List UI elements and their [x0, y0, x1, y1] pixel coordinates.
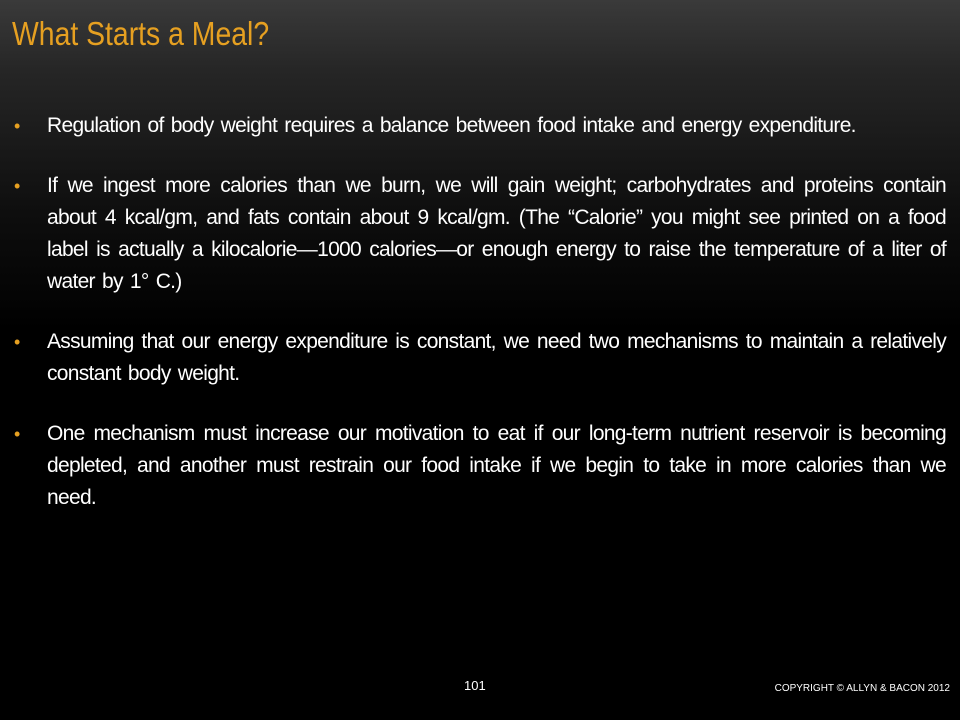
bullet-item	[14, 170, 946, 298]
slide-title: What Starts a Meal?	[12, 15, 270, 52]
bullet-text: If we ingest more calories than we burn, we will gain weight; carbohydrates and proteins contain about 4 kcal/gm, and fats contain about 9 kcal/gm. (The “Calorie” you might see printed on a food label is actually a kilocalorie—1000 calories—or enough energy to raise the temperature of a liter of water by 1° C.)	[47, 174, 946, 293]
bullet-text: Regulation of body weight requires a balance between food intake and energy expenditure.	[47, 114, 856, 137]
bullet-marker: •	[14, 176, 21, 196]
bullet-text: Assuming that our energy expenditure is constant, we need two mechanisms to maintain a relatively constant body weight.	[47, 330, 946, 385]
bullet-list	[14, 110, 946, 542]
bullet-marker: •	[14, 116, 21, 136]
page-number: 101	[464, 678, 486, 693]
bullet-marker: •	[14, 332, 21, 352]
copyright-notice: COPYRIGHT © ALLYN & BACON 2012	[774, 683, 950, 694]
bullet-marker: •	[14, 424, 21, 444]
bullet-item	[14, 110, 946, 142]
bullet-item	[14, 418, 946, 514]
bullet-item	[14, 326, 946, 390]
bullet-text: One mechanism must increase our motivation to eat if our long-term nutrient reservoir is becoming depleted, and another must restrain our food intake if we begin to take in more calories than we need.	[47, 422, 946, 509]
